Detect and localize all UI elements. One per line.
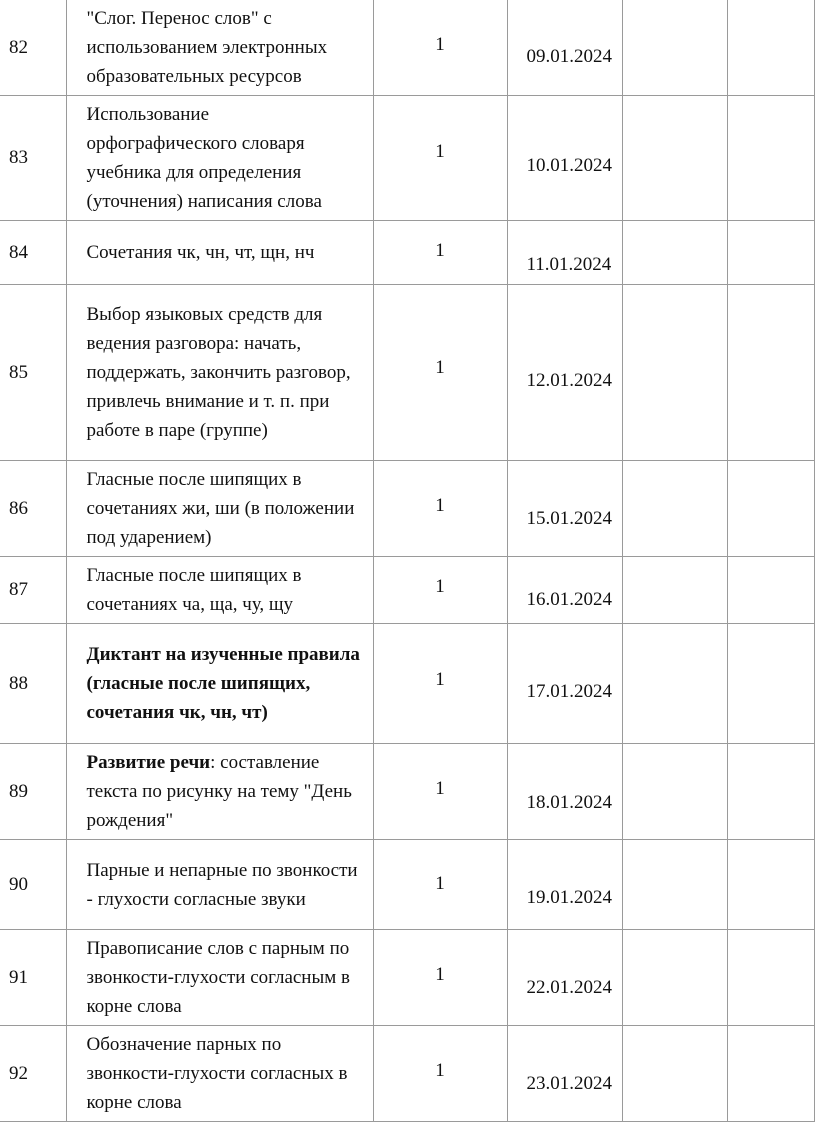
table-row bbox=[0, 624, 814, 744]
lesson-topic: Гласные после шипящих в сочетаниях ча, ща, чу, щу bbox=[66, 557, 373, 624]
lesson-topic: Правописание слов с парным по звонкости-глухости согласным в корне слова bbox=[66, 930, 373, 1026]
lesson-date: 10.01.2024 bbox=[526, 155, 612, 176]
lesson-date-cell bbox=[507, 1026, 622, 1122]
lesson-hours-cell bbox=[373, 461, 507, 557]
table-row bbox=[0, 930, 814, 1026]
lesson-hours: 1 bbox=[435, 873, 445, 894]
lesson-hours-cell bbox=[373, 285, 507, 461]
lesson-hours-cell bbox=[373, 96, 507, 221]
lesson-hours: 1 bbox=[435, 964, 445, 985]
lesson-hours-cell bbox=[373, 1026, 507, 1122]
lesson-topic: Гласные после шипящих в сочетаниях жи, ши (в положении под ударением) bbox=[66, 461, 373, 557]
empty-cell bbox=[622, 221, 727, 285]
lesson-hours: 1 bbox=[435, 778, 445, 799]
table-row bbox=[0, 221, 814, 285]
lesson-topic: Сочетания чк, чн, чт, щн, нч bbox=[66, 221, 373, 285]
lesson-hours: 1 bbox=[435, 669, 445, 690]
lesson-topic: Использование орфографического словаря учебника для определения (уточнения) написания слова bbox=[66, 96, 373, 221]
lesson-hours: 1 bbox=[435, 357, 445, 378]
lesson-date: 11.01.2024 bbox=[526, 254, 612, 275]
table-row bbox=[0, 1026, 814, 1122]
lesson-hours-cell bbox=[373, 624, 507, 744]
lesson-number: 91 bbox=[0, 930, 66, 1026]
empty-cell bbox=[622, 285, 727, 461]
empty-cell bbox=[622, 461, 727, 557]
empty-cell bbox=[727, 0, 814, 96]
lesson-date: 16.01.2024 bbox=[526, 589, 612, 610]
empty-cell bbox=[727, 557, 814, 624]
empty-cell bbox=[727, 221, 814, 285]
lesson-number: 83 bbox=[0, 96, 66, 221]
lesson-number: 89 bbox=[0, 744, 66, 840]
lesson-date-cell bbox=[507, 0, 622, 96]
topic-bold-prefix: Развитие речи bbox=[86, 752, 211, 773]
lesson-topic: Диктант на изученные правила (гласные после шипящих, сочетания чк, чн, чт) bbox=[66, 624, 373, 744]
lesson-hours: 1 bbox=[435, 576, 445, 597]
empty-cell bbox=[622, 744, 727, 840]
table-row bbox=[0, 557, 814, 624]
lesson-hours: 1 bbox=[435, 34, 445, 55]
empty-cell bbox=[727, 624, 814, 744]
table-row bbox=[0, 0, 814, 96]
empty-cell bbox=[727, 461, 814, 557]
lesson-number: 87 bbox=[0, 557, 66, 624]
lesson-hours-cell bbox=[373, 744, 507, 840]
lesson-date: 23.01.2024 bbox=[526, 1073, 612, 1094]
lesson-topic: Парные и непарные по звонкости - глухости согласные звуки bbox=[66, 840, 373, 930]
lesson-date-cell bbox=[507, 221, 622, 285]
lesson-date-cell bbox=[507, 96, 622, 221]
lesson-date-cell bbox=[507, 557, 622, 624]
lesson-date: 18.01.2024 bbox=[526, 792, 612, 813]
empty-cell bbox=[727, 96, 814, 221]
lesson-number: 92 bbox=[0, 1026, 66, 1122]
lesson-date-cell bbox=[507, 930, 622, 1026]
lesson-hours-cell bbox=[373, 840, 507, 930]
lesson-topic: Выбор языковых средств для ведения разговора: начать, поддержать, закончить разговор, привлечь внимание и т. п. при работе в паре (группе) bbox=[66, 285, 373, 461]
lesson-topic bbox=[66, 744, 373, 840]
table-row bbox=[0, 461, 814, 557]
lesson-date-cell bbox=[507, 285, 622, 461]
lesson-hours-cell bbox=[373, 930, 507, 1026]
empty-cell bbox=[727, 930, 814, 1026]
lesson-date: 17.01.2024 bbox=[526, 681, 612, 702]
lesson-number: 88 bbox=[0, 624, 66, 744]
empty-cell bbox=[622, 624, 727, 744]
empty-cell bbox=[622, 930, 727, 1026]
lesson-date: 22.01.2024 bbox=[526, 977, 612, 998]
lesson-topic: "Слог. Перенос слов" с использованием электронных образовательных ресурсов bbox=[66, 0, 373, 96]
empty-cell bbox=[622, 1026, 727, 1122]
empty-cell bbox=[622, 0, 727, 96]
lesson-date-cell bbox=[507, 624, 622, 744]
lesson-date-cell bbox=[507, 461, 622, 557]
table-row bbox=[0, 285, 814, 461]
table-row bbox=[0, 840, 814, 930]
empty-cell bbox=[622, 840, 727, 930]
lesson-number: 86 bbox=[0, 461, 66, 557]
lesson-number: 82 bbox=[0, 0, 66, 96]
lesson-hours: 1 bbox=[435, 141, 445, 162]
lesson-number: 90 bbox=[0, 840, 66, 930]
empty-cell bbox=[727, 744, 814, 840]
empty-cell bbox=[727, 1026, 814, 1122]
lesson-hours: 1 bbox=[435, 240, 445, 261]
lesson-date-cell bbox=[507, 840, 622, 930]
empty-cell bbox=[727, 840, 814, 930]
table-row bbox=[0, 744, 814, 840]
topic-text: : составление текста по рисунку на тему "День рождения" bbox=[86, 752, 352, 831]
lesson-date: 09.01.2024 bbox=[526, 46, 612, 67]
lesson-hours-cell bbox=[373, 0, 507, 96]
lesson-number: 85 bbox=[0, 285, 66, 461]
lesson-hours: 1 bbox=[435, 495, 445, 516]
lesson-topic: Обозначение парных по звонкости-глухости согласных в корне слова bbox=[66, 1026, 373, 1122]
lesson-date-cell bbox=[507, 744, 622, 840]
empty-cell bbox=[622, 557, 727, 624]
table-row bbox=[0, 96, 814, 221]
lesson-hours-cell bbox=[373, 557, 507, 624]
lesson-hours-cell bbox=[373, 221, 507, 285]
lesson-hours: 1 bbox=[435, 1060, 445, 1081]
lesson-number: 84 bbox=[0, 221, 66, 285]
empty-cell bbox=[622, 96, 727, 221]
lesson-date: 19.01.2024 bbox=[526, 887, 612, 908]
empty-cell bbox=[727, 285, 814, 461]
lesson-date: 15.01.2024 bbox=[526, 508, 612, 529]
lesson-date: 12.01.2024 bbox=[526, 370, 612, 391]
